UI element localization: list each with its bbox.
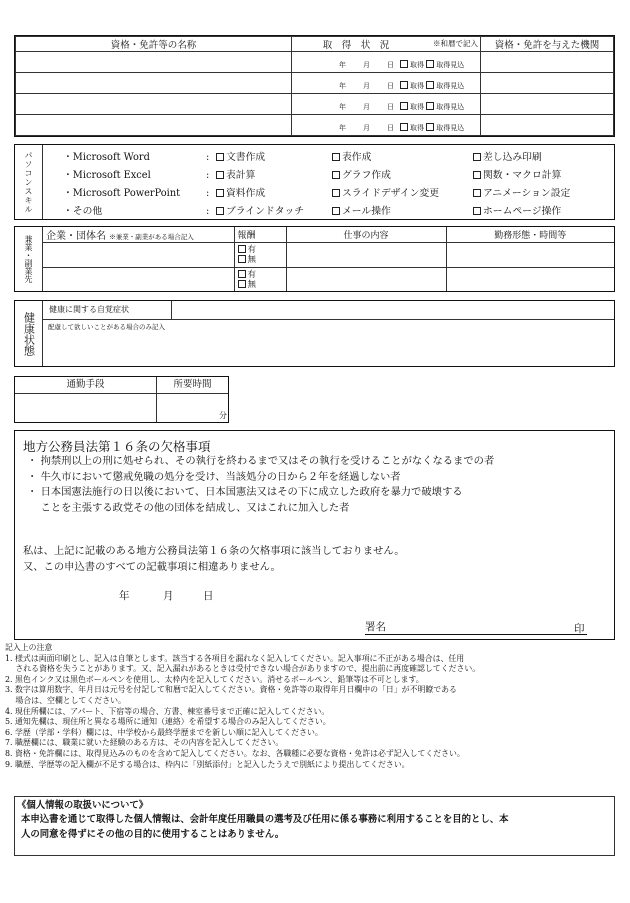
disqualification-item: ・ 牛久市において懲戒免職の処分を受け、当該処分の日から２年を経過しない者 xyxy=(27,470,401,483)
side-job-header-pay: 報酬 xyxy=(234,227,286,243)
company-cell[interactable] xyxy=(43,243,234,268)
health-side-cell xyxy=(15,301,43,366)
acquired-checkbox[interactable] xyxy=(400,81,408,89)
qual-day: 日 xyxy=(387,60,394,69)
acquired-checkbox[interactable] xyxy=(400,123,408,131)
pc-skill-row: ・Microsoft Word : 文書作成 表作成 差し込み印刷 xyxy=(63,149,611,167)
qual-issuer-cell[interactable] xyxy=(481,94,614,115)
software-label: ・その他 xyxy=(63,206,103,217)
qual-year: 年 xyxy=(339,102,346,111)
side-job-header-hours: 勤務形態・時間等 xyxy=(446,227,614,243)
privacy-body: 人の同意を得ずにその他の目的に使用することはありません。 xyxy=(21,829,285,840)
qual-year: 年 xyxy=(339,60,346,69)
side-job-row xyxy=(43,267,614,291)
privacy-box xyxy=(14,796,615,856)
qual-year: 年 xyxy=(339,81,346,90)
qual-header-note: ※和暦で記入 xyxy=(433,39,478,48)
pc-skills-side-cell xyxy=(15,145,43,219)
qual-status-cell: 年 月 日 取得 取得見込 xyxy=(292,73,481,94)
qual-row xyxy=(16,94,614,115)
skill-checkbox[interactable] xyxy=(216,153,224,161)
skill-checkbox[interactable] xyxy=(332,189,340,197)
qual-row xyxy=(16,115,614,136)
commute-time-field[interactable] xyxy=(157,394,228,422)
software-label: ・Microsoft PowerPoint xyxy=(63,188,181,199)
qual-day: 日 xyxy=(387,123,394,132)
disqualification-list xyxy=(27,454,494,516)
qual-status-cell: 年 月 日 取得 取得見込 xyxy=(292,115,481,136)
signature-line[interactable] xyxy=(365,621,587,635)
skill-checkbox[interactable] xyxy=(473,207,481,215)
note-item: 5. 通知先欄は、現住所と異なる場所に通知（連絡）を希望する場合のみ記入してください。 xyxy=(5,717,331,727)
qual-row xyxy=(16,73,614,94)
qual-name-cell[interactable] xyxy=(16,73,292,94)
qual-month: 月 xyxy=(363,123,370,132)
pay-cell: 有 無 xyxy=(234,267,286,291)
note-item: 2. 黒色インク又は黒色ボールペンを使用し、太枠内を記入してください。消せるボールペン、鉛筆等は不可とします。 xyxy=(5,674,424,684)
note-item: 6. 学歴（学部・学科）欄には、中学校から最終学歴までを新しい順に記入してください。 xyxy=(5,727,323,737)
qual-day: 日 xyxy=(387,81,394,90)
work-cell[interactable] xyxy=(286,267,446,291)
side-job-table xyxy=(43,227,614,291)
pay-cell: 有 無 xyxy=(234,243,286,268)
skill-checkbox[interactable] xyxy=(473,171,481,179)
disqualification-section xyxy=(14,430,615,640)
acquired-checkbox[interactable] xyxy=(400,60,408,68)
acquired-checkbox[interactable] xyxy=(400,102,408,110)
pay-yes-checkbox[interactable] xyxy=(238,270,246,278)
skill-checkbox[interactable] xyxy=(216,171,224,179)
note-item: 3. 数字は算用数字、年月日は元号を付記して和暦で記入してください。資格・免許等の取得年月日欄中の「日」が不明瞭である xyxy=(5,685,457,695)
notes-section xyxy=(5,643,625,770)
pc-skills-label: パソコンスキル xyxy=(24,150,33,214)
qual-issuer-cell[interactable] xyxy=(481,115,614,136)
qual-name-cell[interactable] xyxy=(16,115,292,136)
symptoms-label: 健康に関する自覚症状 xyxy=(43,301,172,320)
note-item: 9. 職歴、学歴等の記入欄が不足する場合は、枠内に「別紙添付」と記入したうえで別紙により提出してください。 xyxy=(5,759,410,769)
pc-skills-grid xyxy=(63,149,611,221)
health-label: 健康状態 xyxy=(22,311,36,356)
qualifications-section xyxy=(14,35,615,137)
notes-title: 記入上の注意 xyxy=(5,643,53,652)
side-job-side-cell xyxy=(15,227,43,291)
pc-skill-row: ・その他 : ブラインドタッチ メール操作 ホームページ操作 xyxy=(63,203,611,221)
side-job-section xyxy=(14,226,615,292)
qual-header-issuer: 資格・免許を与えた機関 xyxy=(481,37,614,52)
note-item: 場合は、空欄としてください。 xyxy=(5,695,126,705)
skill-checkbox[interactable] xyxy=(473,189,481,197)
consideration-field[interactable] xyxy=(43,320,614,366)
software-label: ・Microsoft Word xyxy=(63,152,150,163)
qual-day: 日 xyxy=(387,102,394,111)
side-job-header-work: 仕事の内容 xyxy=(286,227,446,243)
signature-label: 署名 xyxy=(365,621,386,633)
work-cell[interactable] xyxy=(286,243,446,268)
health-section xyxy=(14,300,615,367)
privacy-body: 本申込書を通じて取得した個人情報は、会計年度任用職員の選考及び任用に係る事務に利用することを目的とし、本 xyxy=(21,814,509,825)
disqualification-item: ・ 日本国憲法施行の日以後において、日本国憲法又はその下に成立した政府を暴力で破壊する xyxy=(27,486,463,498)
software-label: ・Microsoft Excel xyxy=(63,170,151,181)
commute-header-method: 通勤手段 xyxy=(15,377,157,394)
disqualification-item: ことを主張する政党その他の団体を結成し、又はこれに加入した者 xyxy=(27,501,350,514)
note-item: 1. 様式は両面印刷とし、記入は自筆とします。該当する各項目を漏れなく記入してください。記入事項に不正がある場合は、任用 xyxy=(5,653,465,663)
side-job-header-company: 企業・団体名 ※兼業・副業がある場合記入 xyxy=(43,227,234,243)
skill-checkbox[interactable] xyxy=(332,153,340,161)
seal-label: 印 xyxy=(574,623,585,635)
pc-skills-section xyxy=(14,144,615,220)
note-item: 4. 現住所欄には、アパート、下宿等の場合、方書、棟室番号まで正確に記入してください。 xyxy=(5,706,330,716)
qual-status-cell: 年 月 日 取得 取得見込 xyxy=(292,52,481,73)
symptoms-field[interactable] xyxy=(172,301,614,320)
declaration-date: 年 月 日 xyxy=(119,590,214,602)
skill-checkbox[interactable] xyxy=(216,207,224,215)
expected-checkbox[interactable] xyxy=(426,102,434,110)
note-item: 8. 資格・免許欄には、取得見込みのものを含めて記入してください。なお、各職種に必要な資格・免許は必ず記入してください。 xyxy=(5,748,465,758)
minutes-unit: 分 xyxy=(219,411,227,420)
commute-method-field[interactable] xyxy=(15,394,157,422)
qual-name-cell[interactable] xyxy=(16,52,292,73)
expected-checkbox[interactable] xyxy=(426,81,434,89)
qual-issuer-cell[interactable] xyxy=(481,73,614,94)
disqualification-item: ・ 拘禁刑以上の刑に処せられ、その執行を終わるまで又はその執行を受けることがなくなるまでの者 xyxy=(27,455,495,467)
qual-year: 年 xyxy=(339,123,346,132)
pay-no-checkbox[interactable] xyxy=(238,280,246,288)
skill-checkbox[interactable] xyxy=(216,189,224,197)
side-job-label: 兼業・副業先 xyxy=(24,235,33,283)
declaration-text: 私は、上記に記載のある地方公務員法第１６条の欠格事項に該当しておりません。 又、この申込書のすべての記載事項に相違ありません。 xyxy=(23,545,405,573)
qual-row xyxy=(16,52,614,73)
qual-header-status: 取 得 状 況 ※和暦で記入 xyxy=(292,37,481,52)
qualifications-table xyxy=(15,36,614,136)
expected-checkbox[interactable] xyxy=(426,60,434,68)
qual-month: 月 xyxy=(363,60,370,69)
pc-skill-row: ・Microsoft PowerPoint : 資料作成 スライドデザイン変更 アニメーション設定 xyxy=(63,185,611,203)
side-job-row xyxy=(43,243,614,268)
commute-header-time: 所要時間 xyxy=(157,377,228,394)
qual-issuer-cell[interactable] xyxy=(481,52,614,73)
qual-name-cell[interactable] xyxy=(16,94,292,115)
qual-month: 月 xyxy=(363,81,370,90)
pay-yes-checkbox[interactable] xyxy=(238,245,246,253)
disqualification-title: 地方公務員法第１６条の欠格事項 xyxy=(23,439,211,454)
consideration-label: 配慮して欲しいことがある場合のみ記入 xyxy=(48,323,165,331)
pay-no-checkbox[interactable] xyxy=(238,255,246,263)
skill-checkbox[interactable] xyxy=(332,207,340,215)
qual-month: 月 xyxy=(363,102,370,111)
privacy-title: 《個人情報の取扱いについて》 xyxy=(17,800,149,811)
pc-skill-row: ・Microsoft Excel : 表計算 グラフ作成 関数・マクロ計算 xyxy=(63,167,611,185)
company-cell[interactable] xyxy=(43,267,234,291)
skill-checkbox[interactable] xyxy=(332,171,340,179)
qual-status-cell: 年 月 日 取得 取得見込 xyxy=(292,94,481,115)
skill-checkbox[interactable] xyxy=(473,153,481,161)
hours-cell[interactable] xyxy=(446,267,614,291)
hours-cell[interactable] xyxy=(446,243,614,268)
note-item: 7. 職歴欄には、職業に就いた経験のある方は、その内容を記入してください。 xyxy=(5,738,284,748)
note-item: される資格を失うことがあります。又、記入漏れがあるときは受付できない場合がありますので、提出前に再度確認してください。 xyxy=(5,664,481,674)
qual-header-name: 資格・免許等の名称 xyxy=(16,37,292,52)
commute-section xyxy=(14,376,229,423)
expected-checkbox[interactable] xyxy=(426,123,434,131)
